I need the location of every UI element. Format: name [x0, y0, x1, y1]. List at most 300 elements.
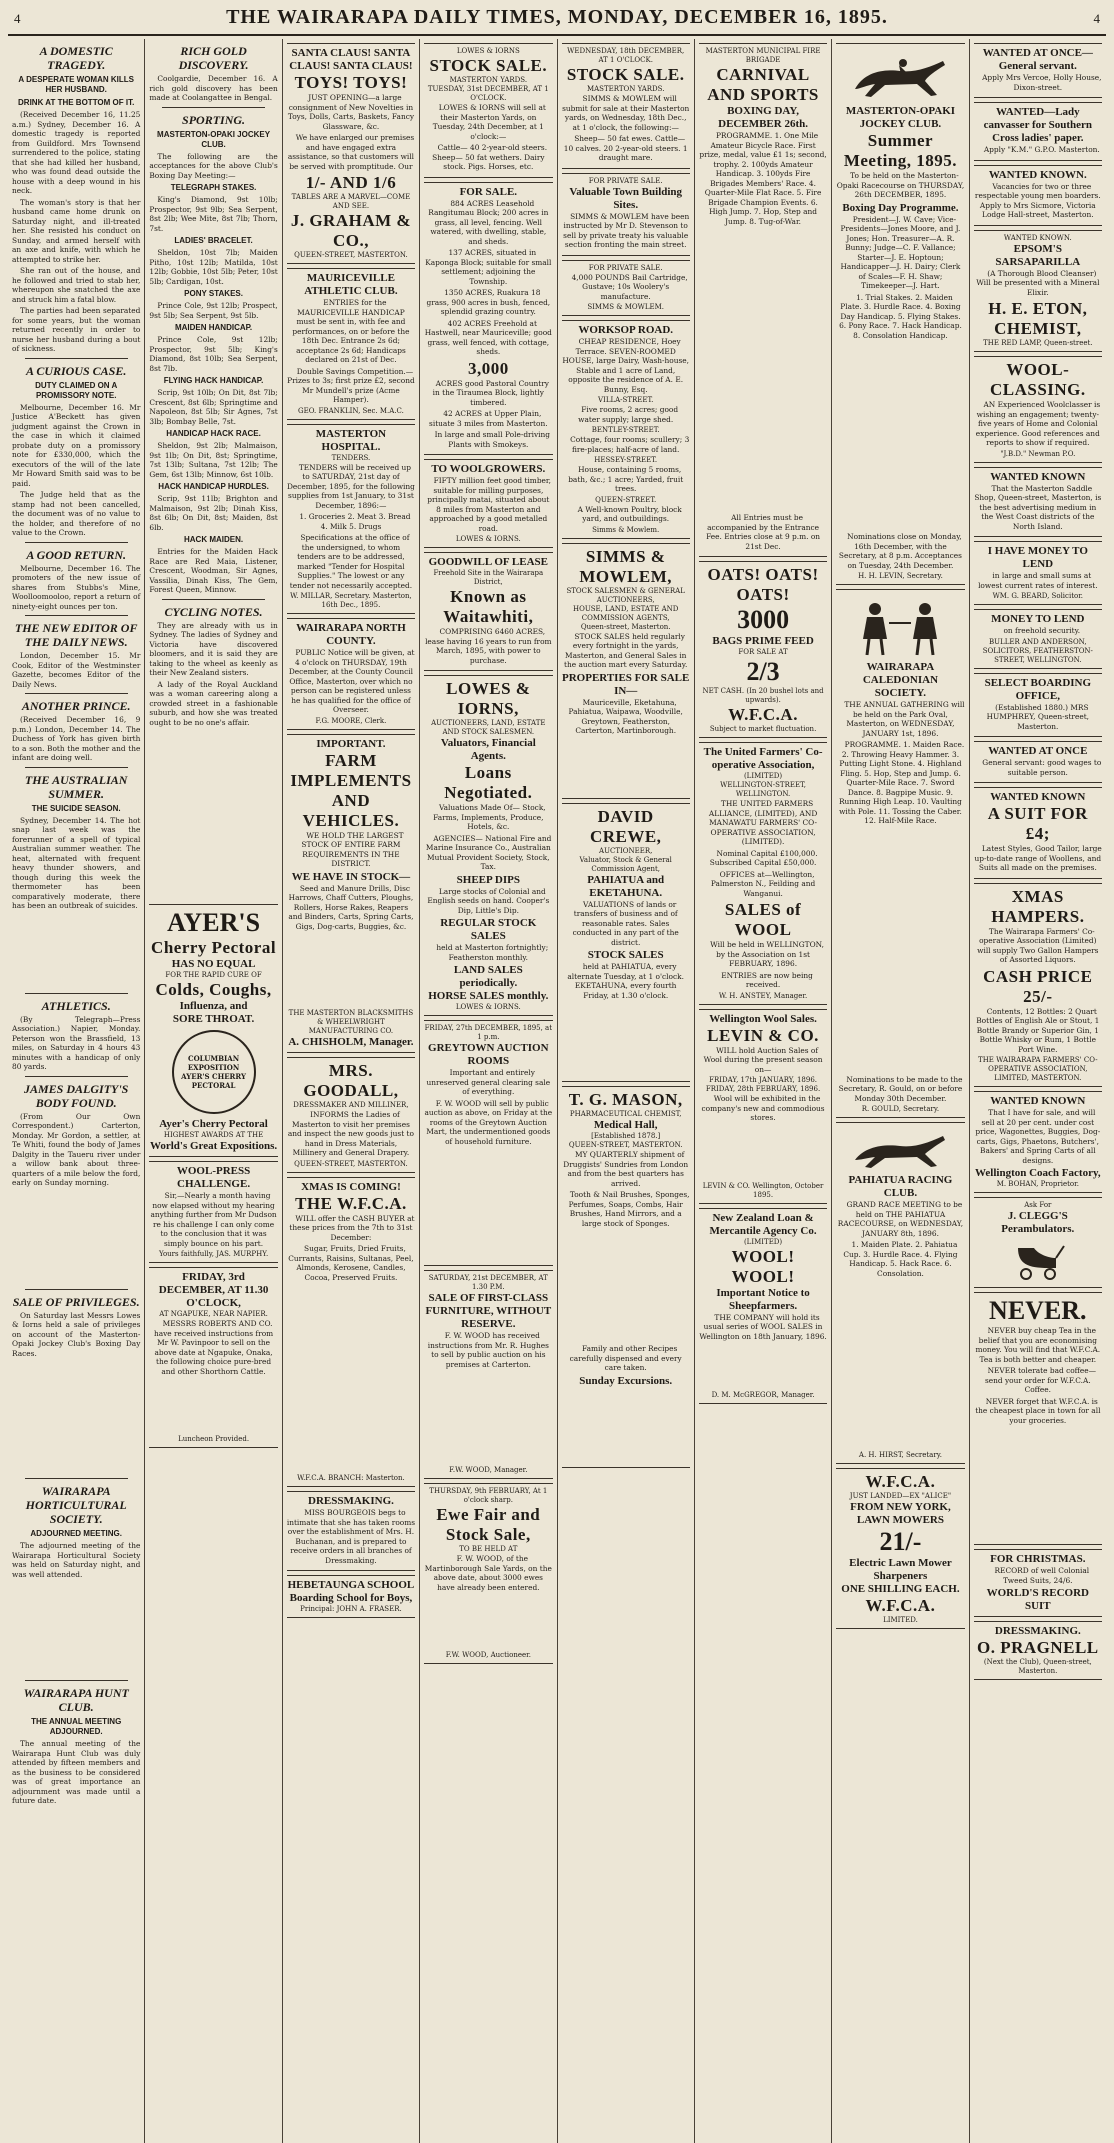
ad-subtitle: Boxing Day Programme. — [842, 201, 959, 214]
ad-title: WOOL-CLASSING. — [989, 360, 1086, 399]
ad-body: WILL offer the CASH BUYER at these prices from the 7th to 31st December: — [289, 1213, 415, 1242]
subheadline: THE ANNUAL MEETING ADJOURNED. — [31, 1717, 122, 1736]
ad-subtitle: TO BE HELD AT — [459, 1545, 518, 1553]
ad-body: ACRES good Pastoral Country in the Tiraumea Block, lightly timbered. — [432, 378, 549, 407]
ad-line: World's Great Expositions. — [149, 1140, 278, 1152]
suit-offer-ad — [974, 787, 1102, 879]
ad-headline: Known as Waitawhiti, — [443, 587, 534, 626]
racehorse-jockey-icon — [845, 51, 955, 101]
ad-body: Specifications at the office of the undersigned, to whom tenders are to be addressed, marked "Tender for Hospital Supplies." The lowest or any tender not necessarily accepted. — [289, 533, 413, 590]
ad-body: WE HOLD THE LARGEST STOCK OF ENTIRE FARM REQUIREMENTS IN THE DISTRICT. — [301, 830, 404, 868]
ad-subtitle: BAGS PRIME FEED — [712, 635, 814, 647]
ad-signature: W. H. ANSTEY, Manager. — [718, 991, 808, 1000]
ad-line: FOR THE RAPID CURE OF — [165, 971, 262, 979]
ad-title: WANTED AT ONCE—General servant. — [982, 47, 1093, 72]
levin-wool-sales-ad — [699, 1009, 827, 1204]
headline: WAIRARAPA HUNT CLUB. — [23, 1686, 129, 1714]
ad-line: NET CASH. (In 20 bushel lots and upwards). — [702, 687, 824, 704]
ad-title: New Zealand Loan & Mercantile Agency Co. — [709, 1211, 817, 1237]
ad-signature: M. BOHAN, Proprietor. — [996, 1180, 1079, 1188]
simms-mowlem-stock-sale-ad — [562, 43, 690, 169]
ad-firm: THE W.F.C.A. — [295, 1193, 407, 1213]
ad-title: EPSOM'S SARSAPARILLA — [995, 242, 1081, 268]
ad-body: LOWES & IORNS will sell at their Masterton Yards, on Tuesday, 24th December, at 1 o'clock:— — [432, 103, 546, 141]
divider — [162, 599, 265, 600]
headline: JAMES DALGITY'S BODY FOUND. — [24, 1081, 129, 1110]
article-paragraph: (Received December 16, 9 p.m.) London, December 14. The Duchess of York has given birth to a son. Both the mother and the infant are doing well. — [12, 715, 141, 762]
ad-firm: W.F.C.A. — [728, 705, 798, 724]
ad-title: FRIDAY, 3rd DECEMBER, AT 11.30 O'CLOCK, — [158, 1271, 269, 1309]
hebetaunga-school-ad — [287, 1575, 415, 1618]
ayers-cherry-pectoral-ad — [149, 904, 277, 1157]
racehorse-icon — [845, 1130, 955, 1170]
ad-subtitle: (LIMITED) — [743, 772, 783, 780]
ad-address: QUEEN-STREET, MASTERTON. — [294, 1159, 408, 1168]
column-2 — [145, 39, 282, 2143]
ad-signature: F.W. WOOD, Auctioneer. — [445, 1651, 531, 1659]
ad-signature: D. M. McGREGOR, Manager. — [711, 1390, 815, 1399]
ad-headline: Summer Meeting, 1895. — [843, 131, 958, 170]
subheadline: TELEGRAPH STAKES. — [170, 183, 257, 192]
subheadline: MAIDEN HANDICAP. — [174, 323, 253, 332]
ad-body: Will be held in WELLINGTON, by the Association on 1st FEBRUARY, 1896. — [710, 940, 824, 968]
ad-title: TO WOOLGROWERS. — [431, 463, 546, 475]
divider — [25, 693, 128, 694]
column-8 — [970, 39, 1106, 2143]
town-sites-ad — [562, 173, 690, 256]
article-paragraph: Entries for the Maiden Hack Race are Red Maia, Listener, Crescent, Woodman, Sir Agnes, Vassilia, Dinah Kiss, The Gem, Forest Queen, Minnow. — [149, 547, 278, 594]
ad-line: AT NGAPUKE, NEAR NAPIER. — [159, 1310, 268, 1318]
illegible-text — [12, 913, 140, 989]
ad-signature: Yours faithfully, JAS. MURPHY. — [158, 1250, 269, 1258]
illegible-text — [287, 933, 415, 1009]
ad-line: HAS NO EQUAL — [171, 958, 256, 970]
ad-title: FOR CHRISTMAS. — [990, 1553, 1086, 1565]
article-paragraph: Prince Cole, 9st 12lb; Prospect, 9st 5lb; Sea Serpent, 9st 5lb. — [149, 301, 278, 320]
never-tea-ad — [974, 1292, 1102, 1545]
ad-title: AUCTIONEERS, LAND, ESTATE AND STOCK SALESMEN. — [431, 719, 546, 736]
ad-title: DRESSMAKING. — [308, 1495, 394, 1507]
ad-body: Latest Styles, Good Tailor, large up-to-date range of Woollens, and Suits all made on the premises. — [974, 844, 1102, 872]
goodall-dressmaker-ad — [287, 1057, 415, 1173]
column-5 — [558, 39, 695, 2143]
illegible-text — [562, 1230, 690, 1344]
ad-title: FOR SALE. — [459, 185, 518, 198]
woolgrowers-ad — [424, 459, 552, 548]
ad-firm: W.F.C.A. — [865, 1596, 936, 1615]
article-paragraph: Melbourne, December 16. Mr Justice A'Beckett has given judgment against the Crown in the case in which it claimed probate duty on a promissory note for £330,000, which the executors of the will of the late Mr Howard Smith said was to be paid. — [12, 402, 141, 488]
lowes-iorns-agency-ad — [424, 675, 552, 1016]
article-paragraph: A lady of the Royal Auckland was a woman careering along a crowded street in a fashionable suburb, and how she was treated ought to be no one's affair. — [149, 679, 278, 727]
illegible-text — [699, 1125, 827, 1182]
ad-body: held at Masterton fortnightly; Featherston monthly. — [436, 943, 549, 962]
headline: SALE OF PRIVILEGES. — [12, 1294, 140, 1309]
cattle-sale-ad — [149, 1267, 277, 1448]
ad-headline: WOOL! WOOL! — [731, 1246, 795, 1286]
ad-firm: Wellington Coach Factory, — [975, 1167, 1101, 1179]
ad-firm: LEVIN & CO. — [707, 1025, 819, 1045]
divider — [25, 615, 128, 616]
ad-body: Double Savings Competition.—Prizes to 3s; first prize £2, second Mr Mundell's prize (Acme Hamper). — [287, 366, 415, 404]
ad-body: (A Thorough Blood Cleanser) Will be presented with a Mineral Elixir. — [976, 268, 1100, 297]
illegible-text — [287, 1284, 415, 1474]
ad-head: Ask For — [1024, 1201, 1052, 1209]
ad-subtitle: SHEEP DIPS — [456, 873, 520, 886]
page-number-right: 4 — [1093, 11, 1100, 26]
santa-claus-toys-ad — [287, 43, 415, 264]
ad-body: (Established 1880.) MRS HUMPHREY, Queen-street, Masterton. — [986, 702, 1090, 731]
land-for-sale-ad — [424, 182, 552, 456]
masthead — [8, 6, 1106, 36]
ad-list: 1. Groceries 2. Meat 3. Bread 4. Milk 5. Drugs — [299, 512, 411, 531]
ad-body: PROGRAMME. 1. Maiden Race. 2. Throwing Heavy Hammer. 3. Putting Light Stone. 4. Highland Fling. 5. Hop, Step and Jump. 6. Quarter-Mile Race. 7. Sword Dance. 8. Bagpipe Music. 9. Running High Leap. 10. Vaulting with Pole. 11. Tossing the Caber. 12. Half-Mile Race. — [838, 740, 965, 825]
ad-address: Medical Hall, — [593, 1119, 658, 1131]
ad-body: Important and entirely unreserved general clearing sale of everything. — [426, 1068, 551, 1096]
ad-headline: WORLD'S RECORD SUIT — [986, 1587, 1089, 1612]
illegible-text — [562, 1388, 690, 1464]
ad-signature: (Next the Club), Queen-street, Masterton. — [983, 1658, 1092, 1675]
ad-subtitle: HESSEY-STREET. — [594, 456, 658, 464]
ad-date: FRIDAY, 17th JANUARY, 1896. FRIDAY, 28th FEBRUARY, 1896. — [705, 1076, 821, 1093]
ad-signature: "J.B.D." Newman P.O. — [1000, 449, 1076, 458]
ad-body: Sir,—Nearly a month having now elapsed without my hearing anything further from Mr Dudson re his challenge I can only come to the conclusion that it was simply bounce on his part. — [150, 1191, 277, 1248]
ad-body: To be held on the Masterton-Opaki Racecourse on THURSDAY, 26th DECEMBER, 1895. — [836, 171, 965, 199]
ad-head: LOWES & IORNS — [456, 47, 520, 55]
ad-date: TUESDAY, 31st DECEMBER, AT 1 O'CLOCK. — [427, 85, 549, 102]
headline: THE AUSTRALIAN SUMMER. — [24, 772, 128, 801]
divider — [162, 107, 265, 108]
ad-subtitle: Valuators, Financial Agents. — [440, 737, 536, 762]
ad-price: CASH PRICE 25/- — [983, 966, 1093, 1006]
ad-firm: THE WAIRARAPA FARMERS' CO-OPERATIVE ASSOCIATION, LIMITED, MASTERTON. — [978, 1056, 1098, 1082]
ad-firm: J. GRAHAM & CO., — [290, 211, 412, 250]
ad-body: JUST OPENING—a large consignment of New Novelties in Toys, Dolls, Carts, Baskets, Fancy Glassware, &c. — [287, 93, 415, 131]
ad-body: FIFTY million feet good timber, suitable for milling purposes, principally matai, situated about 8 miles from Masterton and approached by a good metalled road. — [427, 476, 551, 533]
ad-body: SIMMS & MOWLEM have been instructed by Mr D. Stevenson to sell by private treaty his valuable section fronting the main street. — [563, 211, 690, 249]
ad-head: WANTED KNOWN. — [1003, 233, 1072, 242]
ad-subtitle: Electric Lawn Mower Sharpeners — [849, 1557, 952, 1582]
article-paragraph: King's Diamond, 9st 10lb; Prospector, 9st 9lb; Sea Serpent, 8st 2lb; Wee Mite, 8st 7lb; Thorn, 7st. — [149, 195, 278, 233]
ad-address: WELLINGTON-STREET, WELLINGTON. — [720, 781, 806, 798]
county-notice-ad — [287, 618, 415, 730]
divider — [25, 542, 128, 543]
ad-line: [Established 1878.] — [591, 1132, 661, 1140]
ad-body: Large stocks of Colonial and English seeds on hand. Cooper's Dip, Little's Dip. — [427, 886, 550, 915]
ad-subtitle: JUST LANDED—EX "ALICE" — [849, 1492, 952, 1500]
wool-classing-ad — [974, 356, 1102, 463]
ad-title: STOCK SALE. — [566, 65, 685, 84]
ad-title: WANTED—Lady canvasser for Southern Cross ladies' paper. — [983, 106, 1092, 144]
ad-body: AN Experienced Woolclasser is wishing an engagement; twenty-five years of Home and Colonial experience. Good references and reports to show if required. — [975, 400, 1101, 447]
ad-date: FRIDAY, 27th DECEMBER, 1895, at 1 p.m. — [424, 1024, 553, 1041]
illegible-text — [424, 1371, 552, 1466]
columns — [8, 39, 1106, 2143]
ad-signature: F.G. MOORE, Clerk. — [315, 716, 387, 725]
boarding-office-ad — [974, 673, 1102, 738]
ad-address: Queen-street, Masterton. — [580, 622, 671, 631]
ad-signature: Simms & Mowlem. — [592, 525, 660, 534]
ad-date: THURSDAY, 9th FEBRUARY, At 1 o'clock sharp. — [429, 1487, 548, 1504]
ad-title: SELECT BOARDING OFFICE, — [984, 676, 1092, 702]
ad-title: I HAVE MONEY TO LEND — [987, 545, 1088, 570]
ad-head: LOWES & IORNS, — [446, 679, 531, 718]
ad-title: AYER'S — [167, 908, 261, 937]
wanted-servant-ad — [974, 43, 1102, 98]
article-paragraph: (Received December 16, 11.25 a.m.) Sydney, December 16. A domestic tragedy is reported from Guildford. Mrs Townsend surrendered to the police, stating that she had killed her husband, who was found dead outside the house with a deep wound in his neck. — [12, 110, 141, 195]
ad-subtitle: (LIMITED) — [743, 1237, 783, 1246]
ad-headline: 3000 — [737, 605, 790, 634]
ad-title: WAIRARAPA CALEDONIAN SOCIETY. — [862, 661, 939, 699]
ad-subtitle: MASTERTON YARDS. — [586, 85, 665, 93]
subheadline: HACK HANDICAP HURDLES. — [158, 482, 269, 491]
headline: A CURIOUS CASE. — [25, 363, 127, 378]
ad-title: WANTED KNOWN. — [988, 168, 1087, 181]
ad-title: STOCK SALESMEN & GENERAL AUCTIONEERS, — [566, 586, 685, 604]
ad-body: NEVER buy cheap Tea in the belief that you are economising money. You will find that W.F.C.A. Tea is both better and cheaper. — [975, 1326, 1101, 1364]
ad-title: WANTED KNOWN — [990, 1095, 1086, 1107]
ad-body: The Wairarapa Farmers' Co-operative Association (Limited) will supply Two Gallon Hampers of Assorted Liquors. — [977, 926, 1099, 964]
ad-subtitle: TENDERS. — [331, 453, 371, 462]
ad-list: Cattle— 40 2-year-old steers. Sheep— 50 fat wethers. Dairy stock. Pigs. Horses, etc. — [432, 143, 548, 171]
column-7 — [832, 39, 969, 2143]
simms-mowlem-firm-ad — [562, 543, 690, 799]
article-paragraph: The following are the acceptances for the above Club's Boxing Day Meeting:— — [149, 151, 278, 180]
ad-body: AGENCIES— National Fire and Marine Insurance Co., Australian Mutual Provident Society, Stock, Tax. — [425, 833, 552, 871]
headline: CYCLING NOTES. — [164, 604, 263, 619]
ad-body: 884 ACRES Leasehold Rangitumau Block; 200 acres in grass, all level, fencing. Well watered, with dwelling, stable, and sheds. — [428, 198, 549, 246]
ad-list: Sugar, Fruits, Dried Fruits, Currants, Raisins, Sultanas, Peel, Almonds, Kerosene, Candles, Cocoa, Preserved Fruits. — [288, 1244, 414, 1282]
ad-title: Wellington Wool Sales. — [709, 1012, 817, 1025]
ad-headline: FROM NEW YORK, LAWN MOWERS — [850, 1501, 951, 1526]
cartridge-sale-ad — [562, 260, 690, 317]
ad-line: HIGHEST AWARDS AT THE — [163, 1131, 264, 1139]
ad-subtitle: Freehold Site in the Wairarapa District, — [433, 569, 544, 586]
ad-body: That the Masterton Saddle Shop, Queen-street, Masterton, is the best advertising medium in the West Coast districts of the North Island. — [974, 483, 1102, 531]
ad-body: Tooth & Nail Brushes, Sponges, Perfumes, Soaps, Combs, Hair Brushes, Hand Mirrors, and a large stock of Sponges. — [568, 1190, 690, 1228]
ad-subtitle: QUEEN-STREET. — [595, 495, 657, 504]
article-paragraph: Melbourne, December 16. The promoters of the new issue of shares from Stubbs's Mine, Woolloomooloo, report a return of ninety-eight ounces per ton. — [12, 563, 141, 611]
ad-body: NEVER tolerate bad coffee—send your order for W.F.C.A. Coffee. — [984, 1366, 1097, 1394]
ad-body: Apply "K.M." G.P.O. Masterton. — [983, 145, 1100, 154]
ad-subtitle: Valuator, Stock & General Commission Agent, — [579, 855, 672, 873]
ad-title: MAURICEVILLE ATHLETIC CLUB. — [304, 272, 398, 297]
ad-body: Cottage, four rooms; scullery; 3 fire-places; half-acre of land. — [570, 435, 690, 454]
ad-body: F. W. WOOD, of the Martinborough Sale Yards, on the above date, about 3000 ewes have already been entered. — [424, 1554, 552, 1592]
ad-line: TABLES ARE A MARVEL—COME AND SEE. — [291, 193, 411, 210]
illegible-text — [699, 1343, 827, 1391]
ad-body: PROGRAMME. 1. One Mile Amateur Bicycle Race. First prize, medal, value £1 1s; second, trophy. 2. 100yds Amateur Handicap. 3. 100yds Fire Brigades Members' Race. 4. Quarter-Mile Flat Race. 5. Fire Brigade Champion Events. 6. High Jump. 7. Hop, Step and Jump. 8. Tug-of-War. — [699, 131, 827, 226]
ad-title: WORKSOP ROAD. — [578, 324, 674, 336]
headline: RICH GOLD DISCOVERY. — [178, 44, 249, 72]
article-paragraph: Scrip, 9st 10lb; On Dit, 8st 7lb; Crescent, 8st 6lb; Springtime and Napoleon, 8st 5lb; Sir Agnes, 7st 3lb; Bombay Belle, 7st. — [149, 388, 278, 426]
ad-line: SORE THROAT. — [172, 1013, 255, 1025]
illegible-text — [699, 228, 827, 513]
pragnell-dressmaking-ad — [974, 1621, 1102, 1680]
ad-body: on freehold security. — [1003, 626, 1081, 635]
ad-firm: BULLER AND ANDERSON, — [989, 637, 1087, 646]
ad-signature: SIMMS & MOWLEM. — [587, 303, 664, 311]
article-paragraph: Sheldon, 10st 7lb; Maiden Pitho, 10st 12lb; Matilda, 10st 12lb; Gobbie, 10st 5lb; Peter, 10st 5lb; Cardigan, 10st. — [149, 248, 278, 286]
column-4 — [420, 39, 557, 2143]
ad-title: MASTERTON HOSPITAL. — [315, 427, 387, 453]
ad-signature: A. H. HIRST, Secretary. — [858, 1451, 942, 1459]
ad-date: WEDNESDAY, 18th DECEMBER, AT 1 O'CLOCK. — [567, 47, 685, 64]
subheadline: PONY STAKES. — [184, 289, 243, 298]
ad-firm: DAVID CREWE, — [589, 806, 662, 846]
hospital-tenders-ad — [287, 424, 415, 615]
ad-body: Five rooms, 2 acres; good water supply; large shed. — [578, 405, 679, 424]
headline: ANOTHER PRINCE. — [21, 699, 131, 713]
illegible-text — [974, 1427, 1102, 1541]
sarsaparilla-ad — [974, 230, 1102, 353]
ad-body: RECORD of well Colonial Tweed Suits, 24/6. — [994, 1566, 1090, 1585]
article-paragraph: They are already with us in Sydney. The ladies of Sydney and Victoria have discovered bloomers, and it is said they are taking to the wheel as keenly as their New Zealand sisters. — [149, 620, 278, 677]
pahiatua-racing-ad — [836, 1122, 964, 1464]
ad-body: 4,000 POUNDS Bail Cartridge, Gustave; 10s Woolery's manufacture. — [571, 272, 688, 301]
column-3 — [283, 39, 420, 2143]
ad-title: J. CLEGG'S Perambulators. — [1001, 1210, 1075, 1235]
ad-list: Sheep— 50 fat ewes. Cattle— 10 calves. 20 2-year-old steers. 1 draught mare. — [563, 134, 688, 162]
ad-body: TENDERS will be received up to SATURDAY, 21st day of December, 1895, for the following supplies from 1st January, to 31st December, 1896:— — [286, 462, 415, 510]
ad-body: 402 ACRES Freehold at Hastwell, near Mauriceville; good grass, well fenced, with cottage, sheds. — [424, 318, 552, 356]
houses-for-sale-ad — [562, 320, 690, 539]
ad-subtitle: WE HAVE IN STOCK— — [291, 870, 411, 883]
illegible-text — [149, 1378, 277, 1435]
coach-factory-ad — [974, 1091, 1102, 1193]
ad-signature: LEVIN & CO. Wellington, October 1895. — [702, 1181, 824, 1199]
article-paragraph: The parties had been separated for some years, but the woman returned recently in order to nurse her husband during a bout of sickness. — [12, 306, 141, 353]
illegible-text — [149, 729, 277, 900]
ad-firm: SIMMS & MOWLEM, — [579, 546, 673, 586]
exposition-seal-icon: COLUMBIAN EXPOSITION AYER'S CHERRY PECTORAL — [172, 1030, 256, 1114]
christmas-suits-ad — [974, 1549, 1102, 1617]
ad-subtitle: AUCTIONEER, — [599, 846, 653, 855]
divider — [25, 993, 128, 994]
ad-date: SATURDAY, 21st DECEMBER, AT 1.30 P.M. — [428, 1274, 548, 1291]
newspaper-title: THE WAIRARAPA DAILY TIMES, MONDAY, DECEMBER 16, 1895. — [226, 6, 888, 28]
ad-firm: H. E. ETON, CHEMIST, — [988, 299, 1088, 338]
headline: ATHLETICS. — [41, 998, 111, 1013]
ad-body: ENTRIES for the MAURICEVILLE HANDICAP must be sent in, with fee and performances, on or before the 18th Dec. Entrance 2s 6d; acceptance 2s 6d; Handicaps declared on 21st of Dec. — [292, 298, 410, 364]
farm-implements-ad — [287, 734, 415, 1054]
furniture-sale-ad — [424, 1270, 552, 1479]
ad-subtitle: HOUSE, LAND, ESTATE AND COMMISSION AGENTS, — [572, 604, 679, 622]
ad-title: FOR PRIVATE SALE. — [588, 176, 663, 185]
tg-mason-chemist-ad — [562, 1086, 690, 1468]
illegible-text — [562, 738, 690, 795]
article-paragraph: Sheldon, 9st 2lb; Malmaison, 9st 1lb; On Dit, 8st; Springtime, 7st 13lb; Sultana, 7st 12lb; The Gem, 6st 13lb; Minnow, 6st 10lb. — [149, 441, 278, 479]
ad-body: Family and other Recipes carefully dispensed and every care taken. — [569, 1344, 682, 1372]
divider — [25, 1478, 128, 1479]
ad-signature: GEO. FRANKLIN, Sec. M.A.C. — [298, 406, 404, 415]
headline: WAIRARAPA HORTICULTURAL SOCIETY. — [25, 1484, 127, 1526]
ad-signature: SOLICITORS, FEATHERSTON-STREET, WELLINGTON. — [982, 646, 1093, 664]
ad-body: President—J. W. Cave; Vice-Presidents—Jones Moore, and J. Jones; Hon. Treasurer—A. R. Bunny; Judge—C. F. Vallance; Starter—J. E. Hoptoun; Handicapper—J. H. Dairy; Clerk of Scales—F. H. Shaw; Timekeeper—J. Hart. — [840, 214, 961, 290]
ad-body: We have enlarged our premises and have engaged extra assistance, so that customers will be served with promptitude. Our — [287, 133, 415, 171]
illegible-text — [836, 1280, 964, 1451]
ad-body: That I have for sale, and will sell at 20 per cent. under cost price, Wagonettes, Buggies, Dog-carts, Gigs, Phaetons, Butchers', Bakers' and Spring Carts of all designs. — [975, 1108, 1101, 1165]
ad-subtitle: MASTERTON YARDS. — [449, 76, 528, 84]
lowes-iorns-stock-sale-ad — [424, 43, 552, 178]
article-paragraph: The annual meeting of the Wairarapa Hunt Club was duly attended by fifteen members and as the business to be considered was of great importance an adjournment was made until a future date. — [12, 1739, 141, 1805]
ad-title: MONEY TO LEND — [991, 613, 1085, 625]
ad-body: in large and small sums at lowest current rates of interest. — [978, 571, 1098, 590]
ad-body: NEVER forget that W.F.C.A. is the cheapest place in town for all your groceries. — [975, 1396, 1101, 1425]
ad-body: OFFICES at—Wellington, Palmerston N., Feilding and Wanganui. — [710, 869, 816, 898]
illegible-text — [562, 1002, 690, 1078]
subheadline: HACK MAIDEN. — [184, 535, 244, 544]
ad-title: XMAS HAMPERS. — [991, 886, 1085, 926]
ad-subtitle: ONE SHILLING EACH. — [841, 1583, 960, 1595]
ad-body: THE UNITED FARMERS ALLIANCE, (LIMITED), AND MANAWATU FARMERS' CO-OPERATIVE ASSOCIATION, (LIMITED). — [708, 799, 818, 846]
ad-body: MESSRS ROBERTS AND CO. have received instructions from Mr W. Pavinpoor to sell on the above date at Ngapuke, Onaka, the following choice pure-bred and other Shorthorn Cattle. — [153, 1319, 274, 1376]
article-paragraph: The Judge held that as the stamp had not been cancelled, the document was of no value to the holder, and therefore of no value to the Crown. — [12, 490, 141, 537]
mauriceville-athletic-ad — [287, 268, 415, 420]
ad-list: Contents, 12 Bottles: 2 Quart Bottles of English Ale or Stout, 1 Bottle Brandy or Superior Gin, 1 Bottle Whisky or Rum, 1 Bottle Port Wine. — [976, 1006, 1100, 1054]
ad-signature: A. CHISHOLM, Manager. — [288, 1036, 414, 1048]
united-farmers-ad — [699, 742, 827, 1005]
greytown-auction-ad — [424, 1020, 552, 1266]
ad-subtitle: PROPERTIES FOR SALE IN— — [562, 671, 690, 697]
ad-title: GREYTOWN AUCTION ROOMS — [428, 1042, 549, 1067]
ad-headline: TOYS! TOYS! — [294, 73, 408, 92]
perambulators-ad — [974, 1197, 1102, 1288]
perambulator-icon — [1008, 1240, 1068, 1280]
ad-body: Seed and Manure Drills, Disc Harrows, Chaff Cutters, Ploughs, Rollers, Horse Rakes, Reapers and Binders, Carts, Spring Carts, Gigs, Dog-carts, Buggies, &c. — [288, 883, 414, 931]
ad-body: 1. Trial Stakes. 2. Maiden Plate. 3. Hurdle Race. 4. Boxing Day Handicap. 5. Flying Stakes. 6. Pony Race. 7. Hack Handicap. 8. Consolation Handicap. — [839, 292, 962, 340]
highland-figures-icon — [845, 597, 955, 657]
ad-signature: THE RED LAMP, Queen-street. — [983, 339, 1093, 347]
nz-loan-mercantile-ad — [699, 1208, 827, 1404]
jockey-club-summer-meeting-ad — [836, 43, 964, 585]
article-paragraph: The adjourned meeting of the Wairarapa Horticultural Society was held on Saturday night, and was well attended. — [12, 1541, 141, 1579]
ad-signature: LIMITED. — [883, 1616, 918, 1624]
ad-body: Mauriceville, Eketahuna, Pahiatua, Waipawa, Woodville, Greytown, Featherston, Carterton, Martinborough. — [568, 697, 683, 735]
ad-body: A Well-known Poultry, block yard, and outbuildings. — [577, 504, 682, 523]
subheadline: ADJOURNED MEETING. — [30, 1529, 122, 1538]
article-paragraph: (By Telegraph—Press Association.) Napier, Monday. Peterson won the Brassfield, 13 miles, on Saturday in 4 hours 43 minutes with a handicap of only 80 yards. — [12, 1014, 141, 1071]
ad-body: MISS BOURGEOIS begs to intimate that she has taken rooms over the establishment of Mrs. H. Buchanan, and is prepared to receive orders in all branches of Dressmaking. — [286, 1508, 416, 1565]
illegible-text — [12, 1581, 140, 1676]
david-crewe-ad — [562, 803, 690, 1083]
ad-subtitle: Important Notice to Sheepfarmers. — [716, 1286, 810, 1312]
ad-signature: Luncheon Provided. — [178, 1435, 250, 1443]
divider — [25, 1680, 128, 1681]
subheadline: HANDICAP HACK RACE. — [166, 429, 261, 438]
ad-body: held at PAHIATUA, every alternate Tuesday, at 1 o'clock. EKETAHUNA, every fourth Friday, at 1.30 o'clock. — [567, 962, 684, 1000]
headline: SPORTING. — [182, 112, 246, 127]
wanted-canvasser-ad — [974, 102, 1102, 161]
ad-body: Wool will be exhibited in the company's new and commodious stores. — [701, 1094, 825, 1122]
ad-title: WANTED AT ONCE — [988, 745, 1088, 757]
ad-price: 1/- AND 1/6 — [305, 173, 397, 192]
illegible-text — [836, 342, 964, 532]
ad-title: SANTA CLAUS! SANTA CLAUS! SANTA CLAUS! — [289, 47, 413, 72]
ad-body: ENTRIES are now being received. — [721, 970, 813, 989]
ad-subtitle: HORSE SALES monthly. — [428, 990, 549, 1002]
ad-line: Colds, Coughs, — [155, 980, 272, 999]
divider — [25, 767, 128, 768]
subheadline: A DESPERATE WOMAN KILLS HER HUSBAND. — [18, 75, 134, 94]
subheadline: THE SUICIDE SEASON. — [31, 803, 121, 813]
ad-subtitle: DRESSMAKER AND MILLINER, — [293, 1101, 409, 1109]
ad-body: SIMMS & MOWLEM will submit for sale at their Masterton yards, on Wednesday, 18th Dec., at 1 o'clock, the following:— — [562, 94, 690, 132]
ad-body: Vacancies for two or three respectable young men boarders. Apply to Mrs Sicmore, Victoria Lodge Hall-street, Masterton. — [974, 181, 1101, 219]
ad-signature: LOWES & IORNS. — [455, 535, 521, 543]
ad-body: THE ANNUAL GATHERING will be held on the Park Oval, Masterton, on WEDNESDAY, JANUARY 1st, 1896. — [844, 700, 965, 738]
subheadline: DUTY CLAIMED ON A PROMISSORY NOTE. — [35, 380, 118, 400]
ad-title: WANTED KNOWN — [990, 470, 1086, 483]
